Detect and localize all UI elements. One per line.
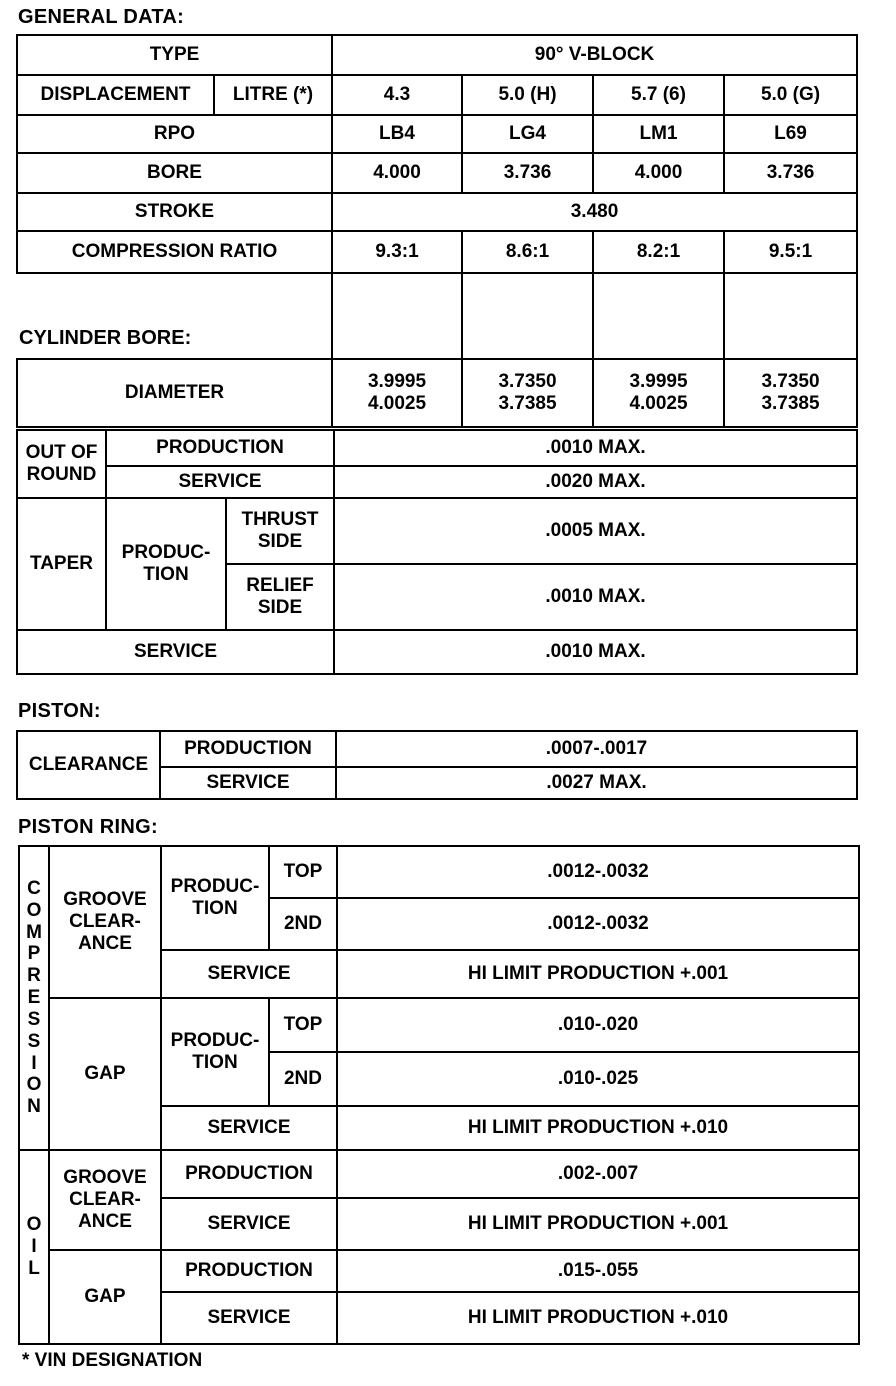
bore-row <box>17 153 857 193</box>
comp-gap-top-row <box>19 998 859 1052</box>
litre-value: 5.0 (G) <box>724 75 857 115</box>
compression-letter: E <box>27 987 41 1009</box>
produc-line2: TION <box>192 1052 238 1073</box>
rpo-value: LB4 <box>332 115 462 153</box>
groove-line2: CLEAR- <box>69 911 141 933</box>
general-data-table <box>16 34 858 428</box>
compression-letter: I <box>31 1052 37 1074</box>
blank-cell <box>462 273 593 359</box>
service-label: SERVICE <box>161 1106 337 1150</box>
comp-gap-production-label <box>161 998 269 1106</box>
taper-thrust-row <box>17 498 857 564</box>
thrust-line1: THRUST <box>241 509 319 531</box>
rpo-row <box>17 115 857 153</box>
taper-service-row <box>17 630 857 674</box>
produc-line2: TION <box>192 898 238 919</box>
service-label: SERVICE <box>161 1292 337 1344</box>
service-label: SERVICE <box>17 630 334 674</box>
piston-production-row <box>17 731 857 767</box>
diameter-min: 3.9995 <box>629 371 688 393</box>
piston-production-value: .0007-.0017 <box>336 731 857 767</box>
diameter-value <box>462 359 593 427</box>
out-of-round-label <box>17 430 106 498</box>
compression-ratio-value: 8.6:1 <box>462 231 593 273</box>
oil-gap-production-row <box>19 1250 859 1292</box>
displacement-label: DISPLACEMENT <box>17 75 214 115</box>
diameter-max: 4.0025 <box>629 393 688 414</box>
compression-label <box>19 846 49 1150</box>
comp-groove-top-row <box>19 846 859 898</box>
litre-value: 5.0 (H) <box>462 75 593 115</box>
production-label: PRODUCTION <box>161 1150 337 1198</box>
comp-groove-2nd-value: .0012-.0032 <box>337 898 859 950</box>
comp-groove-production-label <box>161 846 269 950</box>
litre-value: 4.3 <box>332 75 462 115</box>
blank-cell <box>724 273 857 359</box>
production-label: PRODUCTION <box>160 731 336 767</box>
comp-gap-label: GAP <box>49 998 161 1150</box>
produc-line2: TION <box>143 564 189 585</box>
groove-line2: CLEAR- <box>69 1189 141 1211</box>
oil-groove-production-row <box>19 1150 859 1198</box>
type-value: 90° V-BLOCK <box>332 35 857 75</box>
compression-letter: C <box>27 877 41 899</box>
groove-line3: ANCE <box>78 932 132 954</box>
diameter-value <box>332 359 462 427</box>
out-of-round-production-row <box>17 430 857 466</box>
comp-gap-top-value: .010-.020 <box>337 998 859 1052</box>
diameter-max: 3.7385 <box>498 393 557 414</box>
compression-letter: O <box>26 1074 42 1096</box>
production-label: PRODUCTION <box>106 430 334 466</box>
piston-ring-heading: PISTON RING: <box>18 816 158 838</box>
piston-heading: PISTON: <box>18 700 101 722</box>
taper-service-value: .0010 MAX. <box>334 630 857 674</box>
taper-label: TAPER <box>17 498 106 630</box>
bore-label: BORE <box>17 153 332 193</box>
diameter-label: DIAMETER <box>17 359 332 427</box>
out-of-round-label-line1: OUT OF <box>25 442 98 464</box>
taper-production-label <box>106 498 226 630</box>
oil-gap-production-value: .015-.055 <box>337 1250 859 1292</box>
diameter-value <box>593 359 724 427</box>
oil-groove-service-value: HI LIMIT PRODUCTION +.001 <box>337 1198 859 1250</box>
taper-thrust-value: .0005 MAX. <box>334 498 857 564</box>
compression-ratio-value: 9.3:1 <box>332 231 462 273</box>
diameter-min: 3.7350 <box>761 371 820 393</box>
service-label: SERVICE <box>106 466 334 498</box>
rpo-value: L69 <box>724 115 857 153</box>
rpo-value: LM1 <box>593 115 724 153</box>
out-of-round-service-value: .0020 MAX. <box>334 466 857 498</box>
stroke-value: 3.480 <box>332 193 857 231</box>
service-label: SERVICE <box>161 1198 337 1250</box>
service-label: SERVICE <box>160 767 336 799</box>
oil-gap-service-value: HI LIMIT PRODUCTION +.010 <box>337 1292 859 1344</box>
production-label: PRODUCTION <box>161 1250 337 1292</box>
cylinder-bore-heading: CYLINDER BORE: <box>17 273 332 359</box>
top-label: TOP <box>269 846 337 898</box>
second-label: 2ND <box>269 1052 337 1106</box>
top-label: TOP <box>269 998 337 1052</box>
compression-letter: N <box>27 1096 41 1118</box>
diameter-max: 3.7385 <box>761 393 820 414</box>
produc-line1: PRODUC- <box>121 542 211 564</box>
cylinder-bore-table <box>16 429 858 675</box>
oil-groove-clearance-label <box>49 1150 161 1250</box>
diameter-max: 4.0025 <box>367 393 427 414</box>
litre-label: LITRE (*) <box>214 75 332 115</box>
diameter-value <box>724 359 857 427</box>
bore-value: 3.736 <box>462 153 593 193</box>
oil-letter: O <box>26 1214 42 1236</box>
cylinder-bore-heading-row <box>17 273 857 359</box>
footnote: * VIN DESIGNATION <box>22 1350 203 1371</box>
oil-groove-production-value: .002-.007 <box>337 1150 859 1198</box>
compression-letter: R <box>27 965 41 987</box>
litre-value: 5.7 (6) <box>593 75 724 115</box>
second-label: 2ND <box>269 898 337 950</box>
oil-gap-label: GAP <box>49 1250 161 1344</box>
compression-ratio-row <box>17 231 857 273</box>
groove-line1: GROOVE <box>63 1167 147 1189</box>
stroke-row <box>17 193 857 231</box>
blank-cell <box>332 273 462 359</box>
rpo-label: RPO <box>17 115 332 153</box>
thrust-line2: SIDE <box>257 531 303 552</box>
general-data-heading: GENERAL DATA: <box>18 6 185 28</box>
diameter-min: 3.7350 <box>498 371 557 393</box>
groove-line3: ANCE <box>78 1210 132 1232</box>
blank-cell <box>593 273 724 359</box>
comp-gap-2nd-value: .010-.025 <box>337 1052 859 1106</box>
compression-ratio-label: COMPRESSION RATIO <box>17 231 332 273</box>
compression-letter: O <box>26 899 42 921</box>
clearance-label: CLEARANCE <box>17 731 160 799</box>
oil-label <box>19 1150 49 1344</box>
bore-value: 4.000 <box>593 153 724 193</box>
comp-groove-service-value: HI LIMIT PRODUCTION +.001 <box>337 950 859 998</box>
comp-gap-service-value: HI LIMIT PRODUCTION +.010 <box>337 1106 859 1150</box>
comp-groove-clearance-label <box>49 846 161 998</box>
type-label: TYPE <box>17 35 332 75</box>
comp-groove-top-value: .0012-.0032 <box>337 846 859 898</box>
displacement-row <box>17 75 857 115</box>
compression-ratio-value: 9.5:1 <box>724 231 857 273</box>
compression-letter: P <box>27 943 41 965</box>
piston-service-value: .0027 MAX. <box>336 767 857 799</box>
bore-value: 3.736 <box>724 153 857 193</box>
relief-line2: SIDE <box>257 597 303 618</box>
relief-side-label <box>226 564 334 630</box>
piston-table <box>16 730 858 800</box>
taper-relief-value: .0010 MAX. <box>334 564 857 630</box>
piston-ring-table <box>18 845 860 1345</box>
compression-letter: S <box>27 1030 41 1052</box>
bore-value: 4.000 <box>332 153 462 193</box>
diameter-min: 3.9995 <box>367 371 427 393</box>
service-label: SERVICE <box>161 950 337 998</box>
out-of-round-production-value: .0010 MAX. <box>334 430 857 466</box>
type-row <box>17 35 857 75</box>
compression-ratio-value: 8.2:1 <box>593 231 724 273</box>
relief-line1: RELIEF <box>246 575 314 597</box>
compression-letter: S <box>27 1008 41 1030</box>
produc-line1: PRODUC- <box>170 876 260 898</box>
oil-letter: I <box>31 1236 37 1258</box>
oil-letter: L <box>28 1257 40 1279</box>
thrust-side-label <box>226 498 334 564</box>
out-of-round-service-row <box>17 466 857 498</box>
diameter-row <box>17 359 857 427</box>
out-of-round-label-line2: ROUND <box>26 464 97 485</box>
rpo-value: LG4 <box>462 115 593 153</box>
compression-letter: M <box>26 921 42 943</box>
produc-line1: PRODUC- <box>170 1030 260 1052</box>
stroke-label: STROKE <box>17 193 332 231</box>
groove-line1: GROOVE <box>63 889 147 911</box>
